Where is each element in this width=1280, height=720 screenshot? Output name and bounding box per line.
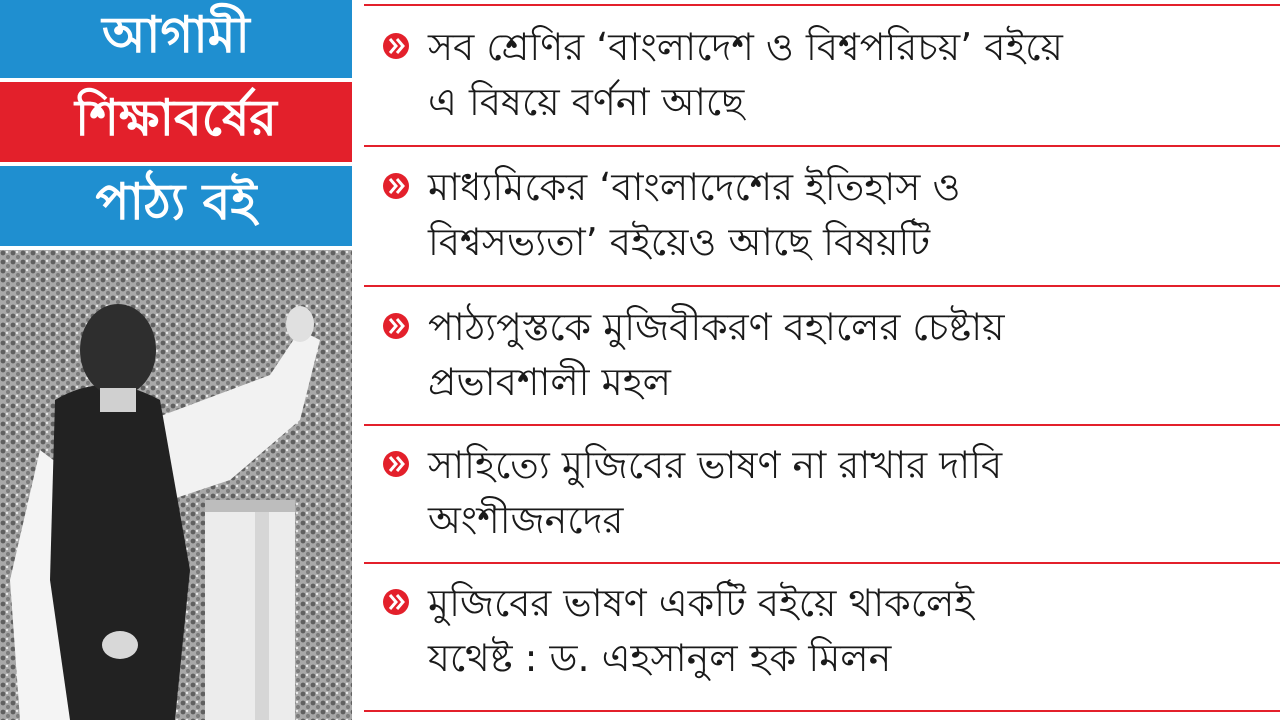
speech-photo: [0, 250, 352, 720]
divider-bottom: [364, 710, 1280, 712]
double-chevron-icon: [382, 160, 428, 204]
list-item: [382, 20, 1270, 130]
list-item: [382, 160, 1270, 270]
header-band-1: [0, 0, 352, 78]
list-item: [382, 300, 1270, 410]
list-item-text: মুজিবের ভাষণ একটি বইয়ে থাকলেই যথেষ্ট : ড. এহসানুল হক মিলন: [428, 581, 975, 680]
divider-top: [364, 4, 1280, 6]
divider: [364, 424, 1280, 426]
header-band-3: [0, 166, 352, 246]
left-panel: [0, 0, 352, 720]
header-band-3-text: পাঠ্য বই: [95, 172, 257, 231]
list-item-text: সাহিত্যে মুজিবের ভাষণ না রাখার দাবি অংশীজনদের: [428, 443, 1003, 542]
list-item: [382, 576, 1270, 686]
bullet-list-panel: [352, 0, 1280, 720]
divider: [364, 285, 1280, 287]
header-band-2-text: শিক্ষাবর্ষের: [75, 88, 277, 147]
double-chevron-icon: [382, 576, 428, 620]
list-item-text: মাধ্যমিকের ‘বাংলাদেশের ইতিহাস ও বিশ্বসভ্যতা’ বইয়েও আছে বিষয়টি: [428, 165, 961, 264]
list-item-text: পাঠ্যপুস্তকে মুজিবীকরণ বহালের চেষ্টায় প্রভাবশালী মহল: [428, 305, 1005, 404]
double-chevron-icon: [382, 438, 428, 482]
header-band-1-text: আগামী: [102, 5, 250, 64]
speech-photo-illustration: [0, 250, 352, 720]
double-chevron-icon: [382, 20, 428, 64]
header-band-2: [0, 82, 352, 162]
double-chevron-icon: [382, 300, 428, 344]
list-item: [382, 438, 1270, 548]
divider: [364, 145, 1280, 147]
divider: [364, 562, 1280, 564]
list-item-text: সব শ্রেণির ‘বাংলাদেশ ও বিশ্বপরিচয়’ বইয়ে এ বিষয়ে বর্ণনা আছে: [428, 25, 1063, 124]
